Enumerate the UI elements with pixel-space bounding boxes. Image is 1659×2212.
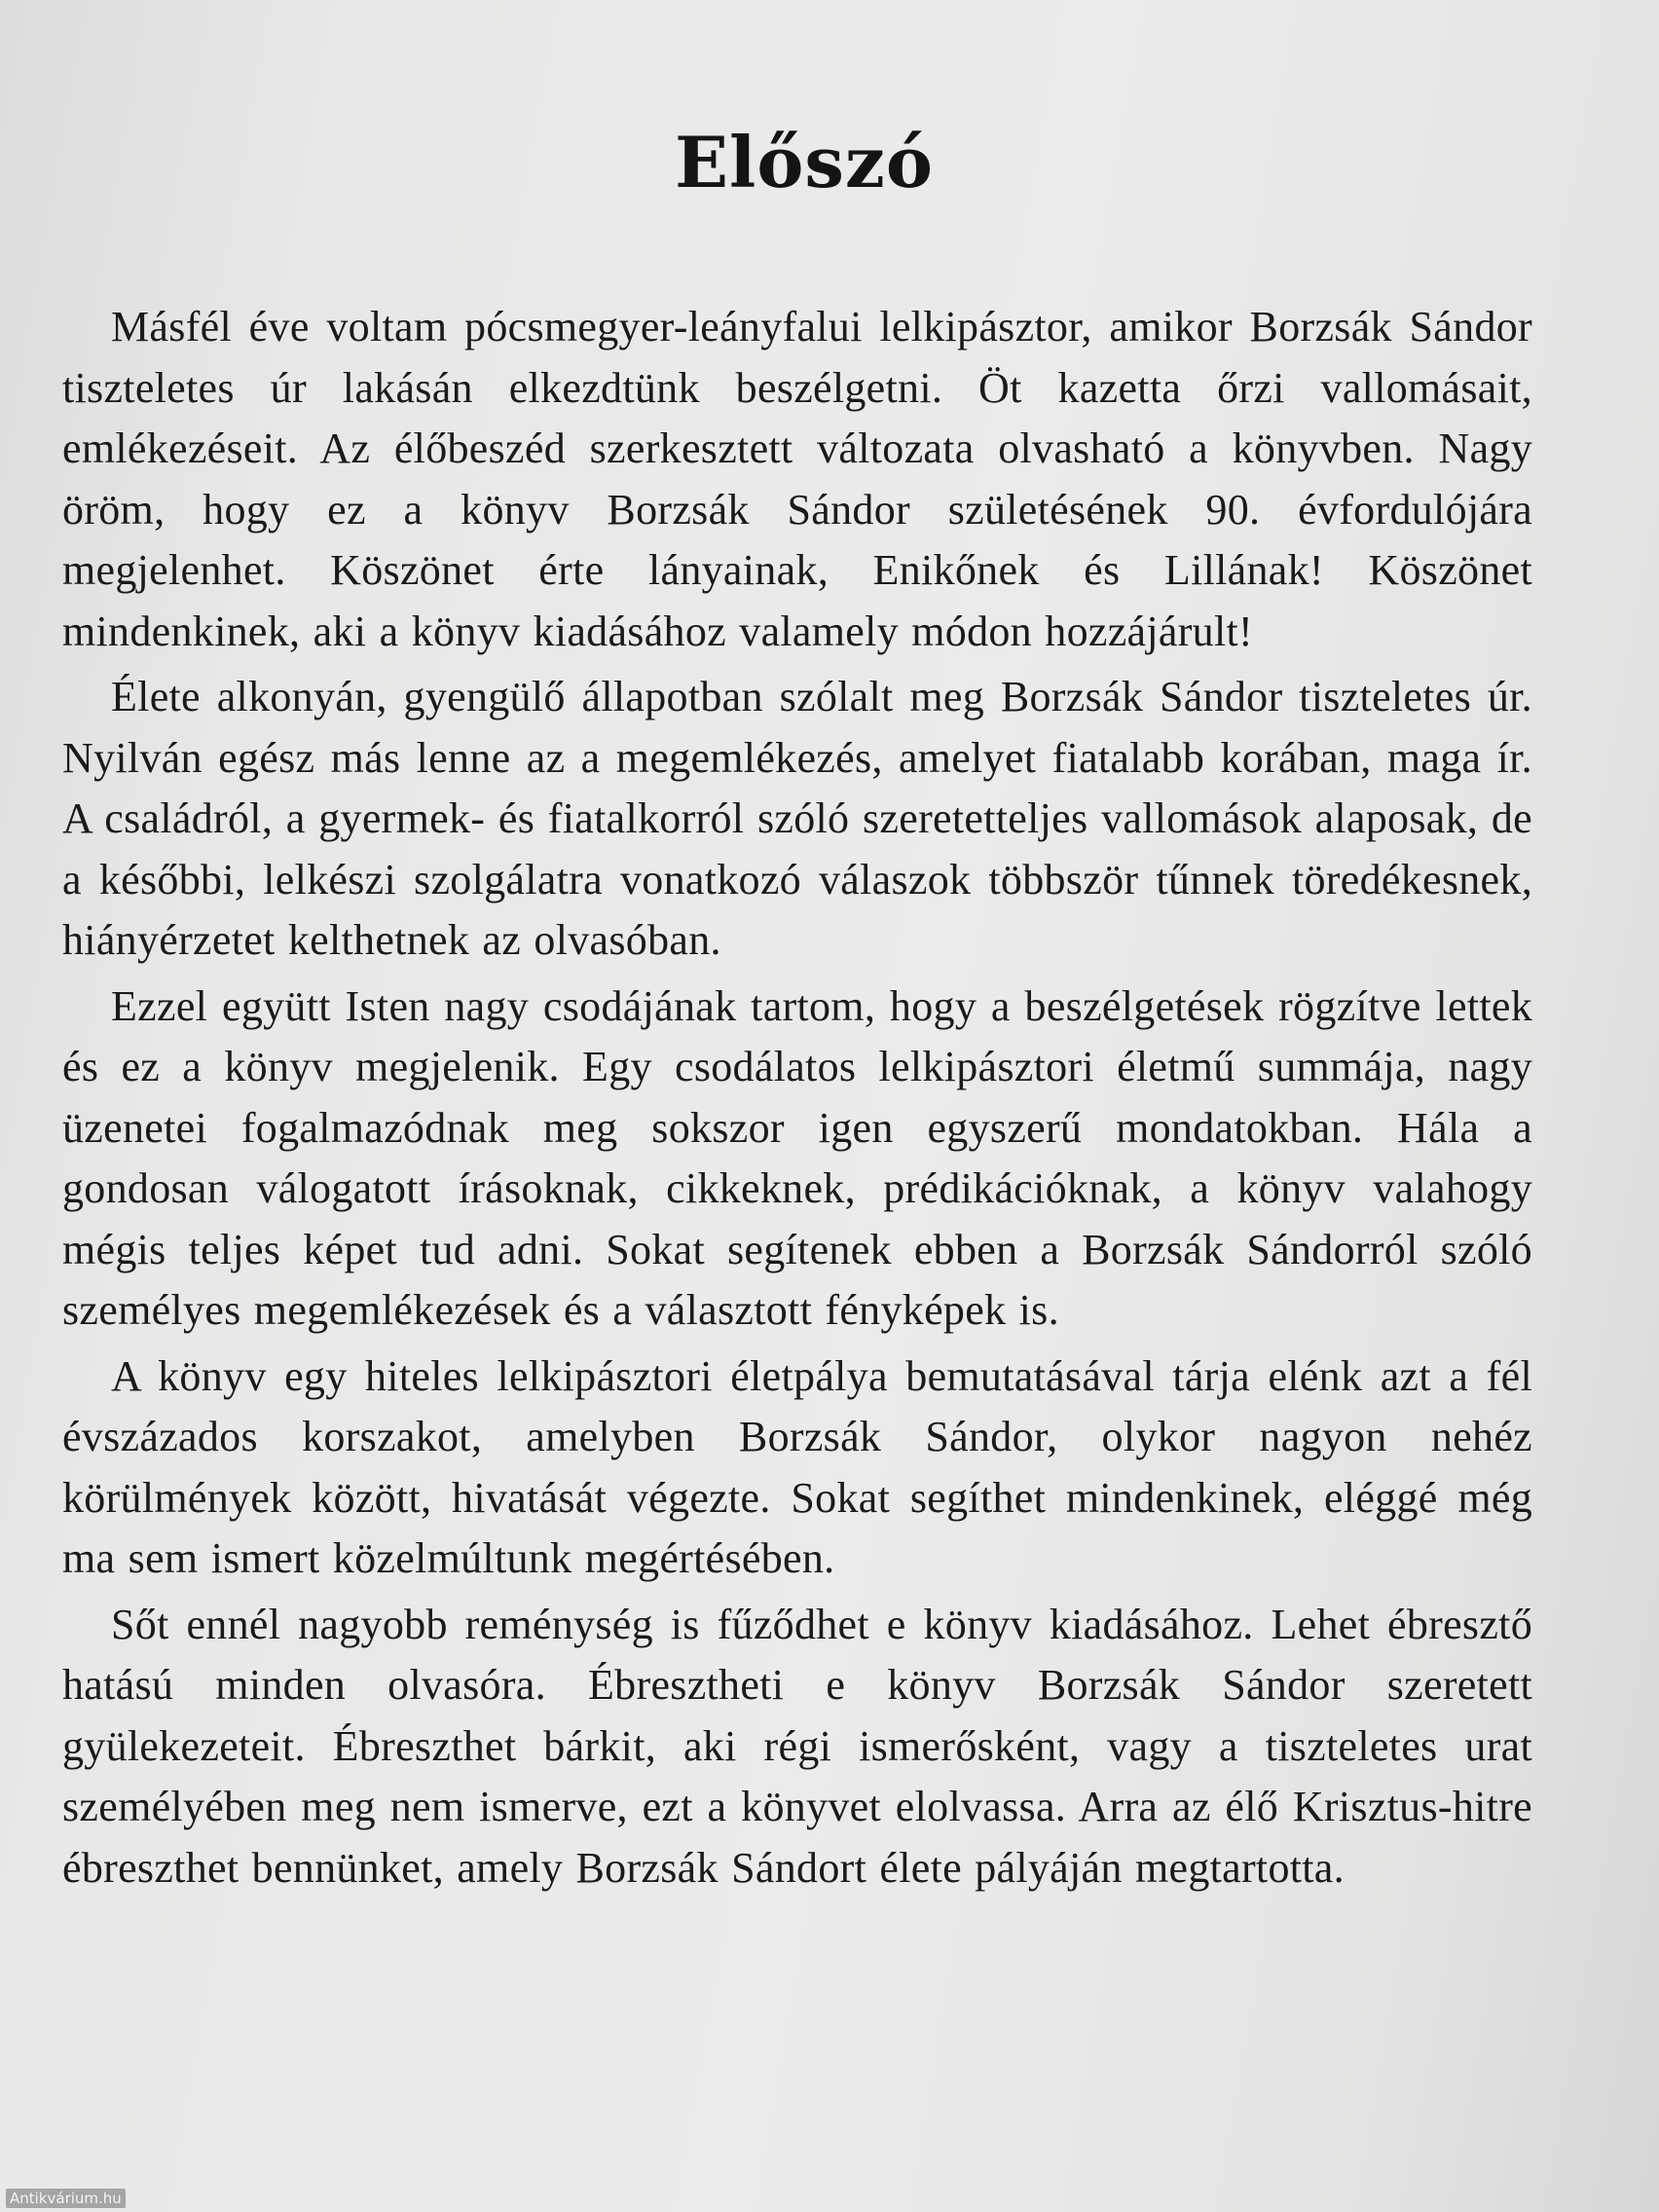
paragraph-2: Élete alkonyán, gyengülő állapotban szólalt meg Borzsák Sándor tiszteletes úr. Nyilván egész más lenne az a megemlékezés, amelyet fiatalabb korában, maga ír. A családról, a gyermek- és fiatalkorról szóló szeretetteljes vallomások alaposak, de a későbbi, lelkészi szolgálatra vonatkozó válaszok többször tűnnek töredékesnek, hiányérzetet kelthetnek az olvasóban. [62,673,1532,964]
site-watermark: Antikvárium.hu [6,2189,126,2208]
paragraph-5: Sőt ennél nagyobb reménység is fűződhet e könyv kiadásához. Lehet ébresztő hatású minden olvasóra. Ébresztheti e könyv Borzsák Sándor szeretett gyülekezeteit. Ébreszthet bárkit, aki régi ismerősként, vagy a tiszteletes urat személyében meg nem ismerve, ezt a könyvet elolvassa. Arra az élő Krisztus-hitre ébreszthet bennünket, amely Borzsák Sándort élete pályáján megtartotta. [62,1600,1532,1892]
paragraph-1: Másfél éve voltam pócsmegyer-leányfalui lelkipásztor, amikor Borzsák Sándor tiszteletes úr lakásán elkezdtünk beszélgetni. Öt kazetta őrzi vallomásait, emlékezéseit. Az élőbeszéd szerkesztett változata olvasható a könyvben. Nagy öröm, hogy ez a könyv Borzsák Sándor születésének 90. évfordulójára megjelenhet. Köszönet érte lányainak, Enikőnek és Lillának! Köszönet mindenkinek, aki a könyv kiadásához valamely módon hozzájárult! [62,303,1532,655]
paragraph-4: A könyv egy hiteles lelkipásztori életpálya bemutatásával tárja elénk azt a fél évszázados korszakot, amelyben Borzsák Sándor, olykor nagyon nehéz körülmények között, hivatását végezte. Sokat segíthet mindenkinek, eléggé még ma sem ismert közelmúltunk megértésében. [62,1351,1532,1582]
paragraph-3: Ezzel együtt Isten nagy csodájának tartom, hogy a beszélgetések rögzítve lettek és ez a könyv megjelenik. Egy csodálatos lelkipásztori életmű summája, nagy üzenetei fogalmazódnak meg sokszor igen egyszerű mondatokban. Hála a gondosan válogatott írásoknak, cikkeknek, prédikációknak, a könyv valahogy mégis teljes képet tud adni. Sokat segítenek ebben a Borzsák Sándorról szóló személyes megemlékezések és a választott fényképek is. [62,981,1532,1334]
page-title: Előszó [675,121,934,203]
preface-body [62,297,1532,1903]
